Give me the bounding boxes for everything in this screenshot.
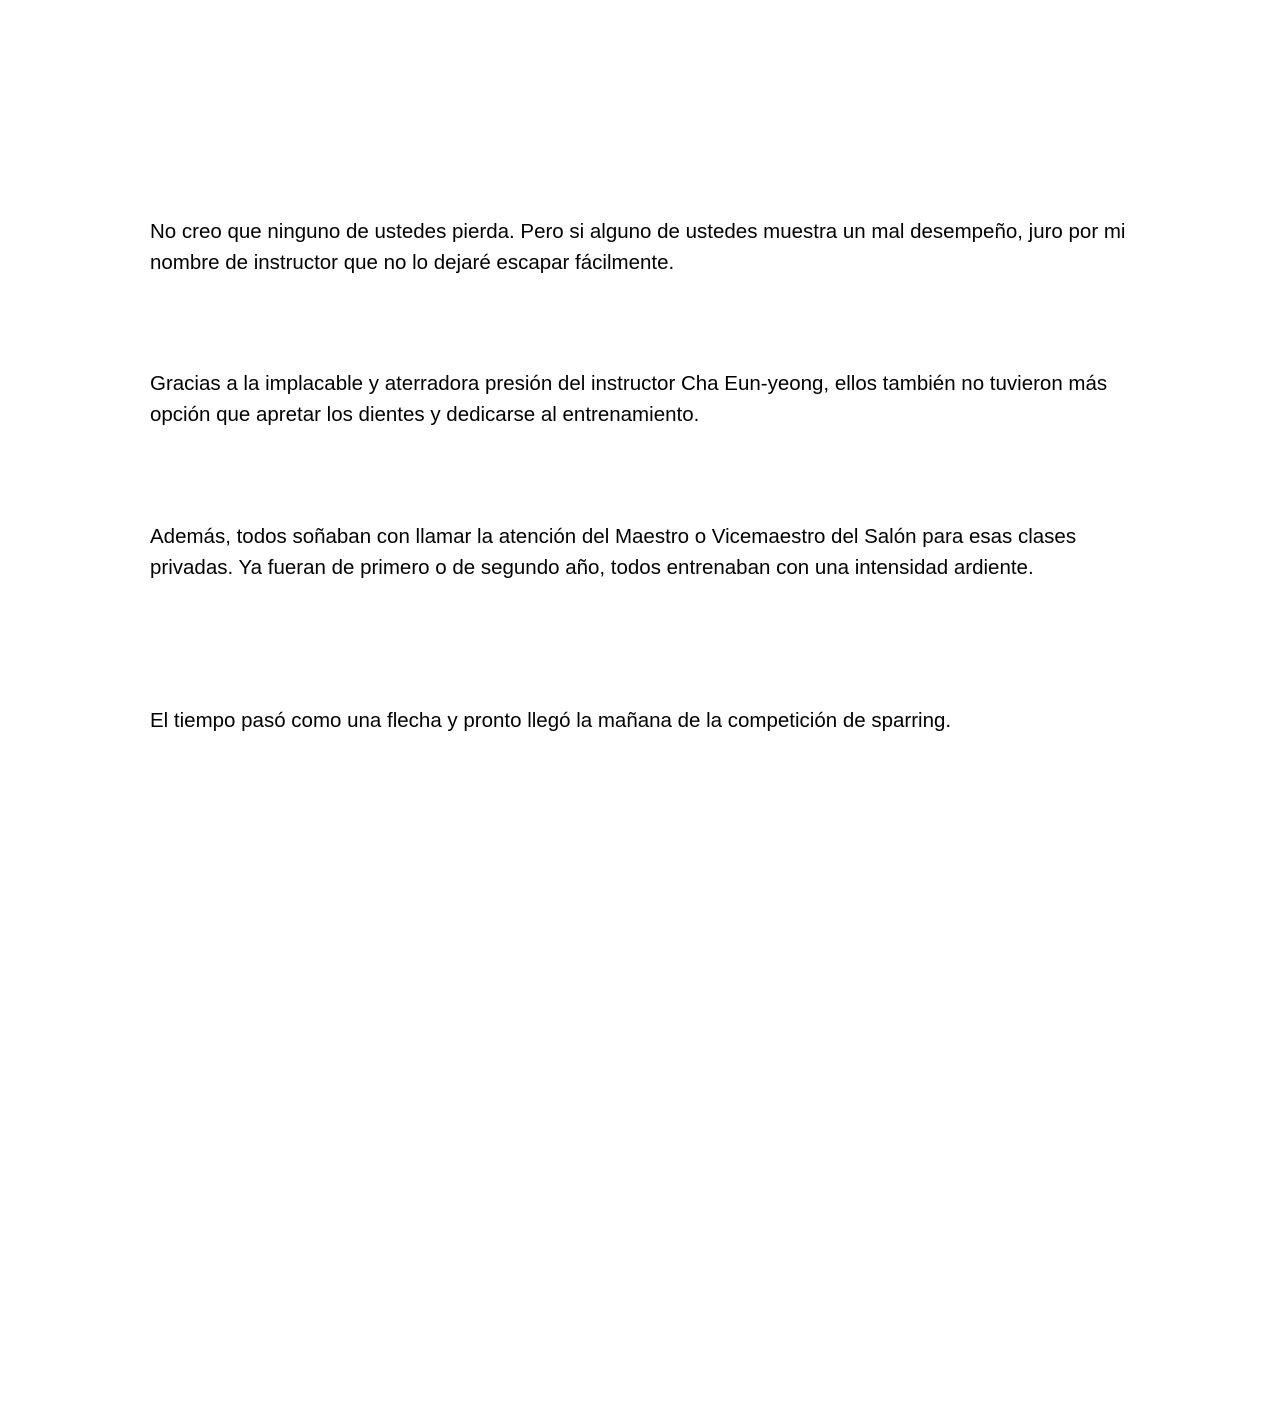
paragraph-1: No creo que ninguno de ustedes pierda. Pero si alguno de ustedes muestra un mal desempeño, juro por mi nombre de instructor que no lo dejaré escapar fácilmente. xyxy=(150,220,1126,274)
paragraph-4: El tiempo pasó como una flecha y pronto llegó la mañana de la competición de sparring. xyxy=(150,709,952,732)
paragraph-2: Gracias a la implacable y aterradora presión del instructor Cha Eun-yeong, ellos también no tuvieron más opción que apretar los dientes y dedicarse al entrenamiento. xyxy=(150,372,1108,426)
paragraph-3: Además, todos soñaban con llamar la atención del Maestro o Vicemaestro del Salón para esas clases privadas. Ya fueran de primero o de segundo año, todos entrenaban con una intensidad ardiente. xyxy=(150,525,1077,579)
